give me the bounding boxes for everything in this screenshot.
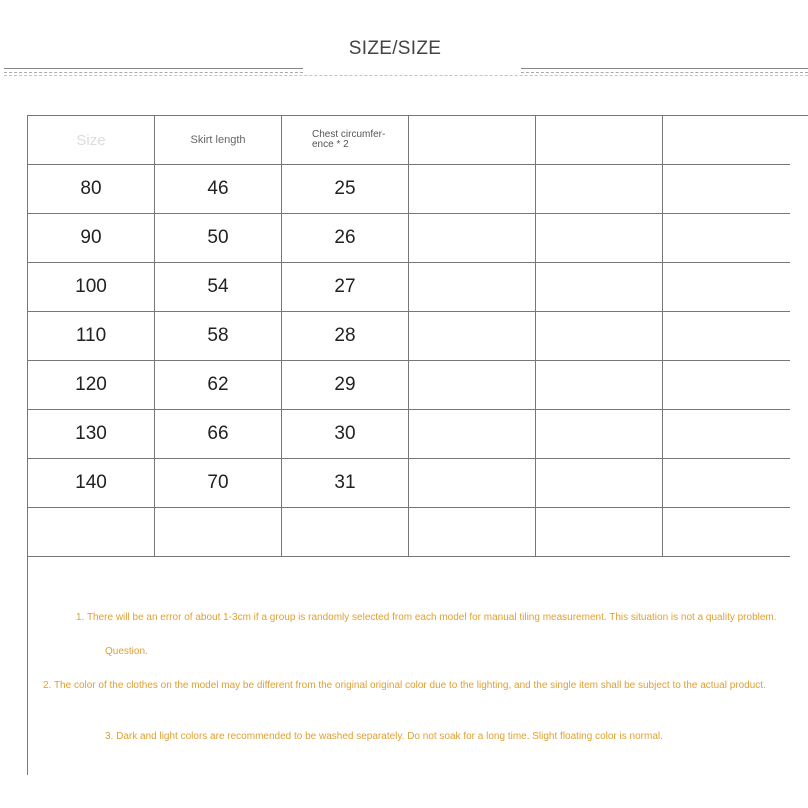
table-row — [28, 214, 790, 263]
cell-skirt-length: 50 — [155, 214, 282, 263]
cell-skirt-length: 70 — [155, 459, 282, 508]
cell-skirt-length: 46 — [155, 165, 282, 214]
table-cell — [409, 410, 536, 459]
header-size: Size — [28, 116, 155, 165]
note-washing: 3. Dark and light colors are recommended to be washed separately. Do not soak for a long time. Slight floating color is normal. — [105, 731, 663, 742]
cell-size: 100 — [28, 263, 155, 312]
title-rule-right — [521, 68, 808, 73]
table-cell — [536, 165, 663, 214]
cell-size: 120 — [28, 361, 155, 410]
cell-skirt-length: 66 — [155, 410, 282, 459]
table-cell — [663, 116, 790, 165]
table-cell — [536, 263, 663, 312]
table-cell — [663, 165, 790, 214]
table-cell — [663, 459, 790, 508]
table-cell — [282, 508, 409, 557]
title-rule-dashed — [4, 75, 808, 76]
table-cell — [409, 263, 536, 312]
table-cell — [663, 361, 790, 410]
table-row — [28, 459, 790, 508]
cell-skirt-length: 54 — [155, 263, 282, 312]
table-cell — [536, 459, 663, 508]
table-cell — [409, 116, 536, 165]
table-cell — [663, 214, 790, 263]
table-cell — [536, 508, 663, 557]
cell-chest: 25 — [282, 165, 409, 214]
table-cell — [536, 116, 663, 165]
table-cell — [409, 459, 536, 508]
header-chest-line2: ence * 2 — [312, 139, 349, 150]
table-row-empty — [28, 508, 790, 557]
table-cell — [663, 263, 790, 312]
header-chest-circumference — [282, 116, 409, 165]
cell-chest: 29 — [282, 361, 409, 410]
table-row — [28, 263, 790, 312]
table-cell — [536, 410, 663, 459]
size-table — [27, 115, 790, 557]
table-header-row — [28, 116, 790, 165]
header-chest-line1: Chest circumfer- — [312, 129, 386, 140]
table-cell — [155, 508, 282, 557]
cell-chest: 30 — [282, 410, 409, 459]
table-cell — [409, 165, 536, 214]
cell-size: 110 — [28, 312, 155, 361]
table-cell — [663, 410, 790, 459]
table-cell — [536, 214, 663, 263]
table-cell — [409, 214, 536, 263]
title-rule-left — [4, 68, 303, 73]
cell-size: 130 — [28, 410, 155, 459]
table-cell — [536, 361, 663, 410]
cell-size: 90 — [28, 214, 155, 263]
cell-chest: 26 — [282, 214, 409, 263]
cell-chest: 27 — [282, 263, 409, 312]
table-cell — [536, 312, 663, 361]
table-row — [28, 361, 790, 410]
table-row — [28, 312, 790, 361]
cell-skirt-length: 58 — [155, 312, 282, 361]
note-measurement-error-cont: Question. — [105, 646, 148, 657]
table-cell — [663, 508, 790, 557]
table-cell — [409, 312, 536, 361]
table-cell — [28, 508, 155, 557]
table-cell — [663, 312, 790, 361]
cell-size: 140 — [28, 459, 155, 508]
cell-chest: 31 — [282, 459, 409, 508]
table-cell — [409, 361, 536, 410]
table-cell — [409, 508, 536, 557]
cell-size: 80 — [28, 165, 155, 214]
cell-chest: 28 — [282, 312, 409, 361]
header-skirt-length: Skirt length — [155, 116, 282, 165]
table-row — [28, 410, 790, 459]
page-title: SIZE/SIZE — [348, 38, 442, 59]
cell-skirt-length: 62 — [155, 361, 282, 410]
table-row — [28, 165, 790, 214]
note-color-difference: 2. The color of the clothes on the model may be different from the original original color due to the lighting, and the single item shall be subject to the actual product. — [43, 680, 766, 691]
note-measurement-error: 1. There will be an error of about 1-3cm if a group is randomly selected from each model for manual tiling measurement. This situation is not a quality problem. — [76, 612, 777, 623]
